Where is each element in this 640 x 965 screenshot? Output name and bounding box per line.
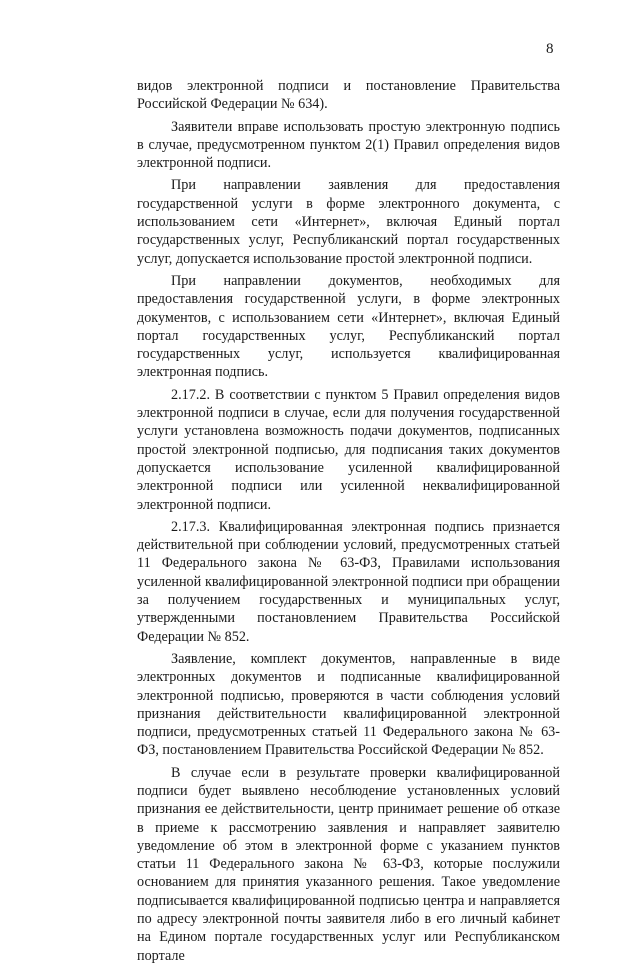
paragraph-verification: Заявление, комплект документов, направленные в виде электронных документов и подписанные квалифицированной электронной подписью, проверяются в части соблюдения условий признания действительности квалифицированной электронной подписи, предусмотренных статьей 11 Федерального закона № 63-ФЗ, постановлением Правительства Российской Федерации № 852. (137, 650, 560, 759)
paragraph-application-submission: При направлении заявления для предоставления государственной услуги в форме электронного документа, с использованием сети «Интернет», включая Единый портал государственных услуг, Республиканский портал государственных услуг, допускается использование простой электронной подписи. (137, 177, 560, 267)
paragraph-section-2-17-3: 2.17.3. Квалифицированная электронная подпись признается действительной при соблюдении условий, предусмотренных статьей 11 Федерального закона № 63-ФЗ, Правилами использования усиленной квалифицированной электронной подписи при обращении за получением государственных и муниципальных услуг, утвержденными постановлением Правительства Российской Федерации № 852. (137, 518, 560, 645)
paragraph-simple-signature: Заявители вправе использовать простую электронную подпись в случае, предусмотренном пунктом 2(1) Правил определения видов электронной подписи. (137, 118, 560, 172)
page-number: 8 (546, 41, 554, 57)
document-body (137, 77, 560, 965)
paragraph-continuation: видов электронной подписи и постановление Правительства Российской Федерации № 634). (137, 78, 560, 113)
paragraph-documents-submission: При направлении документов, необходимых для предоставления государственной услуги, в форме электронных документов, с использованием сети «Интернет», включая Единый портал государственных услуг, Республиканский портал государственных услуг, используется квалифицированная электронная подпись. (137, 272, 560, 381)
paragraph-rejection-notice: В случае если в результате проверки квалифицированной подписи будет выявлено несоблюдение установленных условий признания ее действительности, центр принимает решение об отказе в приеме к рассмотрению заявления и направляет заявителю уведомление об этом в электронной форме с указанием пунктов статьи 11 Федерального закона № 63-ФЗ, которые послужили основанием для принятия указанного решения. Такое уведомление подписывается квалифицированной подписью центра и направляется по адресу электронной почты заявителя либо в его личный кабинет на Едином портале государственных услуг или Республиканском портале (137, 764, 560, 964)
paragraph-section-2-17-2: 2.17.2. В соответствии с пунктом 5 Правил определения видов электронной подписи в случае, если для получения государственной услуги установлена возможность подачи документов, подписанных простой электронной подписью, для подписания таких документов допускается использование усиленной квалифицированной электронной подписи или усиленной неквалифицированной электронной подписи. (137, 386, 560, 513)
